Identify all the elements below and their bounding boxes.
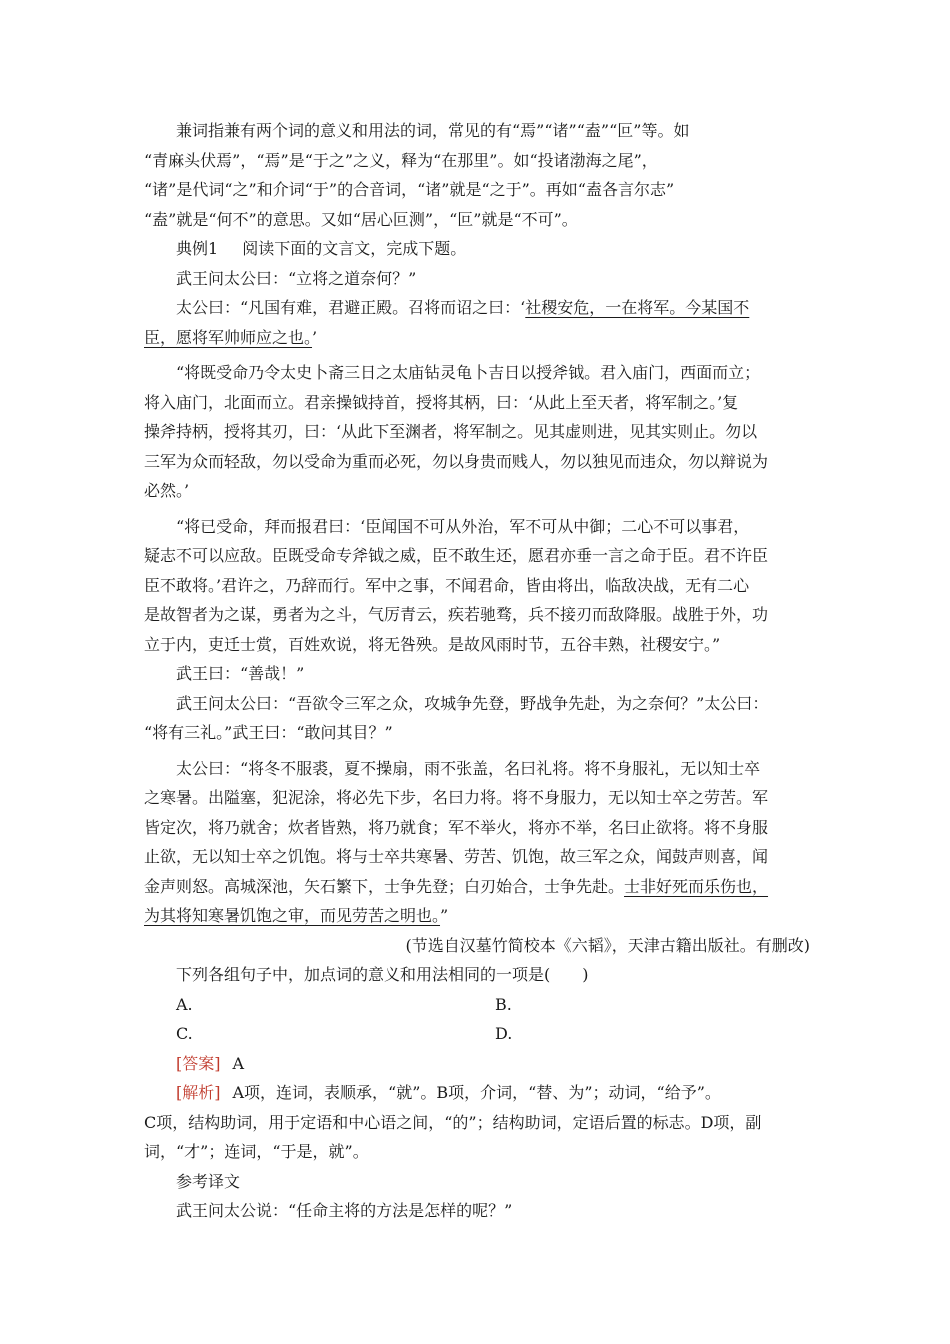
underlined-sentence: 为其将知寒暑饥饱之审，而见劳苦之明也。 [144,906,441,925]
text-line: 武王问太公曰：“吾欲令三军之众，攻城争先登，野战争先赴，为之奈何？”太公曰： [176,693,769,713]
passage-paragraph [144,512,814,660]
text-line: 臣不敢将。’君许之，乃辞而行。军中之事，不闻君命，皆由将出，临敌决战，无有二心 [144,575,750,595]
translation-heading: 参考译文 [176,1171,241,1191]
classical-passage [144,264,814,961]
text-span: ” [440,906,449,925]
text-line: “将既受命乃令太史卜斋三日之太庙钻灵龟卜吉日以授斧钺。君入庙门，西面而立； [176,363,761,382]
text-span: A项，连词，表顺承，“就”。B项，介词，“替、为”；动词，“给予”。 [232,1083,721,1102]
text-line: “盍”就是“何不”的意思。又如“居心叵测”，“叵”就是“不可”。 [144,209,578,229]
passage-paragraph [144,689,814,748]
text-line: 太公曰：“将冬不服裘，夏不操扇，雨不张盖，名曰礼将。将不身服礼，无以知士卒 [176,758,761,778]
text-line: 立于内，吏迁士赏，百姓欢说，将无咎殃。是故风雨时节，五谷丰熟，社稷安宁。” [144,634,721,654]
text-span: ’ [312,327,318,347]
text-line: 操斧持柄，授将其刃，曰：‘从此下至渊者，将军制之。见其虚则进，见其实则止。勿以 [144,422,758,441]
passage-paragraph [144,293,814,323]
text-line: 止欲，无以知士卒之饥饱。将与士卒共寒暑、劳苦、饥饱，故三军之众，闻鼓声则喜，闻 [144,847,769,866]
document-page [144,116,814,1226]
text-line [144,872,814,902]
underlined-sentence: 士非好死而乐伤也， [624,876,769,896]
text-line: 是故智者为之谋，勇者为之斗，气厉青云，疾若驰骛，兵不接刃而敌降服。战胜于外，功 [144,605,769,624]
text-line [144,1078,814,1108]
translation-first-line: 武王问太公说：“任命主将的方法是怎样的呢？” [176,1201,513,1220]
text-span: 金声则怒。高城深池，矢石繁下，士争先登；白刃始合，士争先赴。 [144,876,625,896]
answer-line [144,1049,814,1079]
option-b: B. [495,994,512,1014]
text-line: “将已受命，拜而报君曰：‘臣闻国不可从外治，军不可从中御；二心不可以事君， [176,516,750,536]
source-citation: (节选自汉墓竹简校本《六韬》，天津古籍出版社。有删改) [405,935,810,955]
text-line: 词，“才”；连词，“于是，就”。 [144,1142,369,1161]
options-row [144,1019,814,1049]
question-block [144,960,814,1049]
underlined-sentence: 社稷安危，一在将军。今某国不 [525,298,750,317]
text-line: 将入庙门，北面而立。君亲操钺持首，授将其柄，曰：‘从此上至天者，将军制之。’复 [144,392,739,412]
answer-value: A [232,1053,245,1073]
passage-paragraph [144,754,814,931]
passage-paragraph: 武王曰：“善哉！” [176,664,305,683]
example-instruction: 阅读下面的文言文，完成下题。 [242,239,467,258]
text-line: 三军为众而轻敌，勿以受命为重而必死，勿以身贵而贱人，勿以独见而违众，勿以辩说为 [144,451,769,471]
text-line [144,323,814,353]
intro-paragraph [144,116,814,234]
text-line [144,901,814,931]
options-row [144,990,814,1020]
question-stem: 下列各组句子中，加点词的意义和用法相同的一项是( ) [176,965,589,984]
analysis-tag: [解析] [176,1083,221,1102]
answer-tag: [答案] [176,1053,221,1073]
text-line: 必然。’ [144,481,190,500]
text-line: 之寒暑。出隘塞，犯泥涂，将必先下步，名曰力将。将不身服力，无以知士卒之劳苦。军 [144,788,769,807]
text-line: “诸”是代词“之”和介词“于”的合音词，“诸”就是“之于”。再如“盍各言尔志” [144,180,675,199]
passage-paragraph: 武王问太公曰：“立将之道奈何？” [176,268,417,288]
text-line: 疑志不可以应敌。臣既受命专斧钺之威，臣不敢生还，愿君亦垂一言之命于臣。君不许臣 [144,546,769,565]
analysis-block [144,1078,814,1167]
example-label: 典例1 [176,239,219,258]
text-line: “将有三礼。”武王曰：“敢问其目？” [144,723,393,742]
option-c: C. [176,1024,193,1043]
passage-paragraph [144,358,814,506]
option-a: A. [176,994,193,1014]
text-span: 太公曰：“凡国有难，君避正殿。召将而诏之曰：‘ [176,298,526,317]
text-line: C项，结构助词，用于定语和中心语之间，“的”；结构助词，定语后置的标志。D项，副 [144,1112,762,1132]
text-line: 兼词指兼有两个词的意义和用法的词，常见的有“焉”“诸”“盍”“叵”等。如 [176,121,690,140]
text-line: “青麻头伏焉”，“焉”是“于之”之义，释为“在那里”。如“投诸渤海之尾”， [144,150,658,170]
option-d: D. [495,1024,513,1043]
example-heading [144,234,814,264]
text-line: 皆定次，将乃就舍；炊者皆熟，将乃就食；军不举火，将亦不举，名曰止欲将。将不身服 [144,817,769,837]
underlined-sentence: 臣，愿将军帅师应之也。 [144,327,313,347]
